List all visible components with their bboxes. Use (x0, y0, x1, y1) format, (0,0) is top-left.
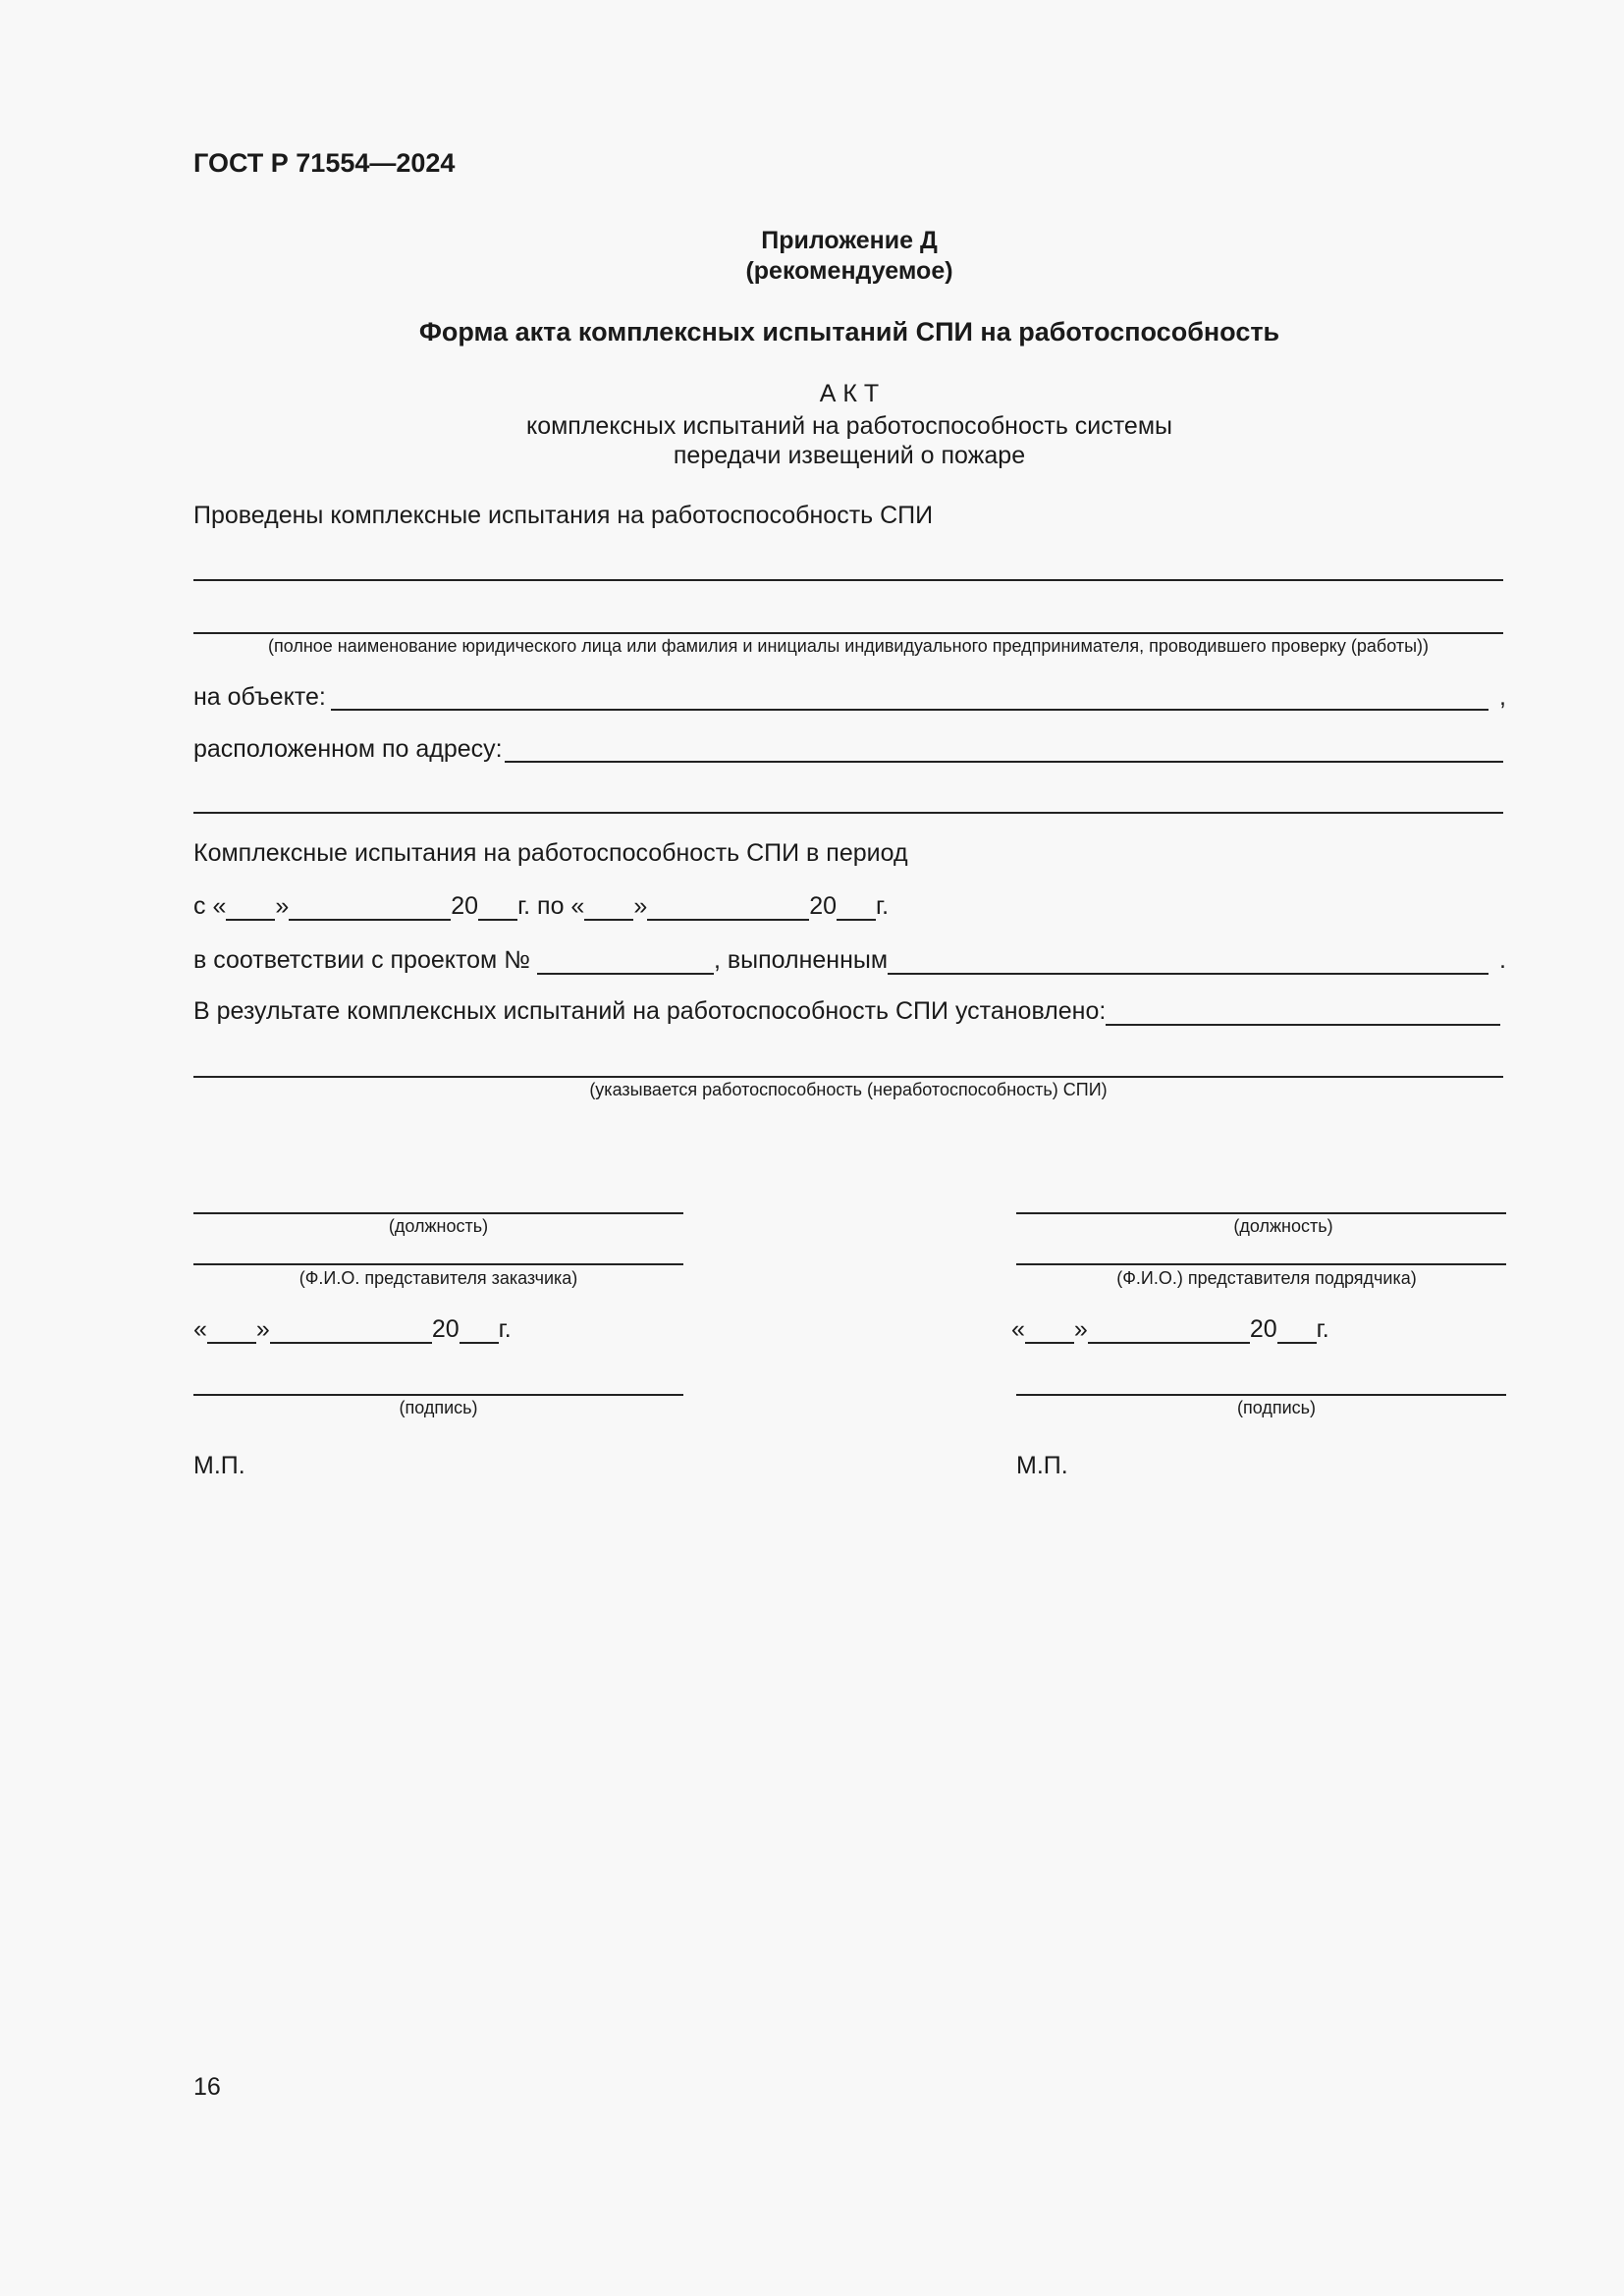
year-suffix: г. (498, 1315, 512, 1343)
to-prefix: г. по « (517, 892, 585, 920)
contractor-position-caption: (должность) (1233, 1216, 1333, 1236)
customer-month-field[interactable] (270, 1320, 432, 1344)
quote-close: » (255, 1315, 270, 1343)
quote-open: « (1011, 1315, 1025, 1343)
contractor-day-field[interactable] (1025, 1320, 1074, 1344)
form-title: Форма акта комплексных испытаний СПИ на работоспособность (418, 317, 1280, 347)
period-dates (193, 891, 889, 921)
address-field-1[interactable] (505, 761, 1503, 763)
organization-caption: (полное наименование юридического лица или фамилия и инициалы индивидуального предпринимателя, проводившего проверку (работы)) (267, 636, 1429, 656)
contractor-year-field[interactable] (1277, 1320, 1317, 1344)
customer-name-field[interactable] (193, 1263, 683, 1265)
year-prefix: 20 (1249, 1315, 1277, 1343)
contractor-position-field[interactable] (1016, 1212, 1506, 1214)
project-number-field[interactable] (537, 951, 714, 975)
year-prefix: 20 (809, 892, 838, 920)
blank-line-organization-2[interactable] (193, 632, 1503, 634)
customer-signature-field[interactable] (193, 1394, 683, 1396)
to-year-field[interactable] (837, 897, 876, 921)
result-field-1[interactable] (1106, 1002, 1500, 1026)
from-day-field[interactable] (226, 897, 275, 921)
project-row (193, 945, 1489, 975)
page-number: 16 (193, 2073, 221, 2101)
contractor-stamp-label: М.П. (1016, 1452, 1068, 1479)
result-row (193, 996, 1500, 1026)
to-month-field[interactable] (647, 897, 809, 921)
contractor-date (1011, 1314, 1329, 1344)
contractor-name-caption: (Ф.И.О.) представителя подрядчика) (1116, 1268, 1417, 1288)
appendix-status: (рекомендуемое) (745, 257, 953, 285)
conducted-text: Проведены комплексные испытания на работоспособность СПИ (193, 502, 934, 529)
quote-open: « (193, 1315, 207, 1343)
year-prefix: 20 (451, 892, 479, 920)
customer-position-field[interactable] (193, 1212, 683, 1214)
object-label: на объекте: (193, 683, 326, 711)
contractor-signature-field[interactable] (1016, 1394, 1506, 1396)
project-label: в соответствии с проектом № (193, 946, 531, 974)
quote-close: » (275, 892, 290, 920)
year-prefix: 20 (431, 1315, 460, 1343)
from-year-field[interactable] (478, 897, 517, 921)
act-heading: А К Т (819, 380, 880, 407)
act-subtitle-line2: передачи извещений о пожаре (673, 442, 1026, 469)
customer-signature-caption: (подпись) (399, 1398, 478, 1417)
performed-by-field[interactable] (888, 951, 1489, 975)
contractor-month-field[interactable] (1088, 1320, 1250, 1344)
from-prefix: с « (193, 892, 227, 920)
from-month-field[interactable] (289, 897, 451, 921)
quote-close: » (633, 892, 648, 920)
customer-position-caption: (должность) (388, 1216, 489, 1236)
quote-close: » (1073, 1315, 1088, 1343)
blank-line-organization-1[interactable] (193, 579, 1503, 581)
customer-day-field[interactable] (207, 1320, 256, 1344)
address-field-2[interactable] (193, 812, 1503, 814)
customer-stamp-label: М.П. (193, 1452, 245, 1479)
year-suffix: г. (876, 892, 890, 920)
performed-label: , выполненным (713, 946, 889, 974)
object-comma: , (1499, 683, 1506, 711)
to-day-field[interactable] (584, 897, 633, 921)
result-field-2[interactable] (193, 1076, 1503, 1078)
customer-date (193, 1314, 512, 1344)
act-subtitle-line1: комплексных испытаний на работоспособность системы (526, 412, 1172, 440)
result-label: В результате комплексных испытаний на работоспособность СПИ установлено: (193, 997, 1107, 1025)
object-field[interactable] (331, 709, 1489, 711)
year-suffix: г. (1316, 1315, 1329, 1343)
customer-year-field[interactable] (460, 1320, 499, 1344)
customer-name-caption: (Ф.И.О. представителя заказчика) (298, 1268, 578, 1288)
contractor-name-field[interactable] (1016, 1263, 1506, 1265)
document-standard-number: ГОСТ Р 71554—2024 (193, 148, 456, 178)
appendix-title: Приложение Д (761, 227, 938, 254)
period-end-dot: . (1499, 946, 1506, 974)
period-text: Комплексные испытания на работоспособность СПИ в период (193, 839, 908, 867)
address-label: расположенном по адресу: (193, 735, 503, 763)
contractor-signature-caption: (подпись) (1236, 1398, 1317, 1417)
result-caption: (указывается работоспособность (неработоспособность) СПИ) (589, 1080, 1108, 1099)
